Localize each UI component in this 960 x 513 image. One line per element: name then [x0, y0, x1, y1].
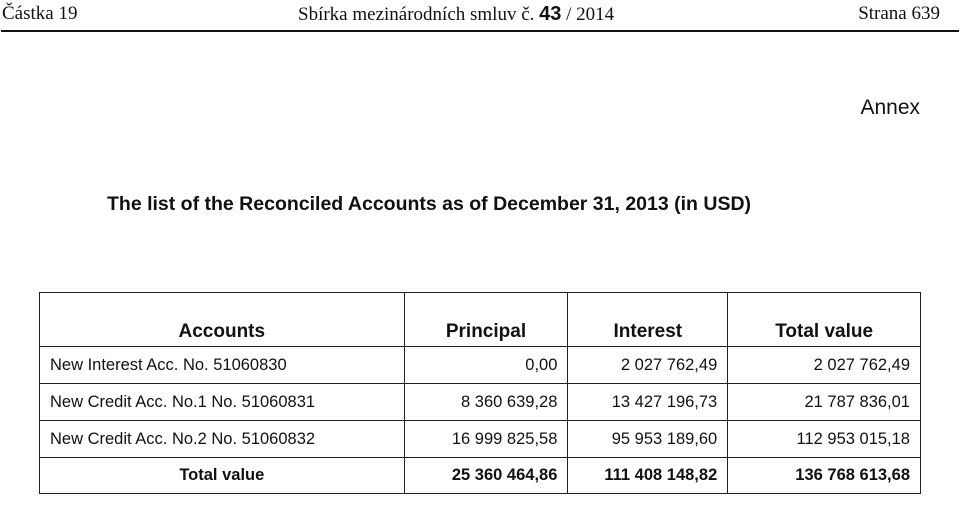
- document-title: The list of the Reconciled Accounts as of December 31, 2013 (in USD): [107, 193, 752, 215]
- page-header: [0, 0, 960, 31]
- principal-cell: 8 360 639,28: [404, 384, 568, 421]
- interest-cell: 13 427 196,73: [568, 384, 728, 421]
- column-header-principal: Principal: [404, 293, 568, 347]
- total-row: [40, 458, 921, 494]
- column-header-interest: Interest: [568, 293, 728, 347]
- header-part-number: Částka 19: [2, 3, 78, 24]
- total-label-cell: Total value: [40, 458, 405, 494]
- account-cell: New Credit Acc. No.1 No. 51060831: [40, 384, 405, 421]
- header-collection-title: [298, 3, 614, 26]
- table-row: [40, 347, 921, 384]
- total-principal-cell: 25 360 464,86: [404, 458, 568, 494]
- column-header-total-value: Total value: [728, 293, 921, 347]
- total-value-cell: 21 787 836,01: [728, 384, 921, 421]
- header-issue-number: 43: [539, 3, 562, 25]
- principal-cell: 0,00: [404, 347, 568, 384]
- header-divider: [1, 30, 959, 32]
- total-value-cell: 112 953 015,18: [728, 421, 921, 458]
- account-cell: New Interest Acc. No. 51060830: [40, 347, 405, 384]
- header-year: / 2014: [566, 4, 615, 25]
- table-row: [40, 421, 921, 458]
- header-page-number: Strana 639: [858, 3, 940, 24]
- accounts-table: [39, 292, 921, 494]
- table-row: [40, 384, 921, 421]
- account-cell: New Credit Acc. No.2 No. 51060832: [40, 421, 405, 458]
- total-value-cell: 2 027 762,49: [728, 347, 921, 384]
- principal-cell: 16 999 825,58: [404, 421, 568, 458]
- interest-cell: 2 027 762,49: [568, 347, 728, 384]
- table-header-row: [40, 293, 921, 347]
- column-header-accounts: Accounts: [40, 293, 405, 347]
- grand-total-cell: 136 768 613,68: [728, 458, 921, 494]
- header-collection-name: Sbírka mezinárodních smluv č.: [298, 4, 535, 25]
- annex-label: Annex: [860, 96, 920, 119]
- total-interest-cell: 111 408 148,82: [568, 458, 728, 494]
- interest-cell: 95 953 189,60: [568, 421, 728, 458]
